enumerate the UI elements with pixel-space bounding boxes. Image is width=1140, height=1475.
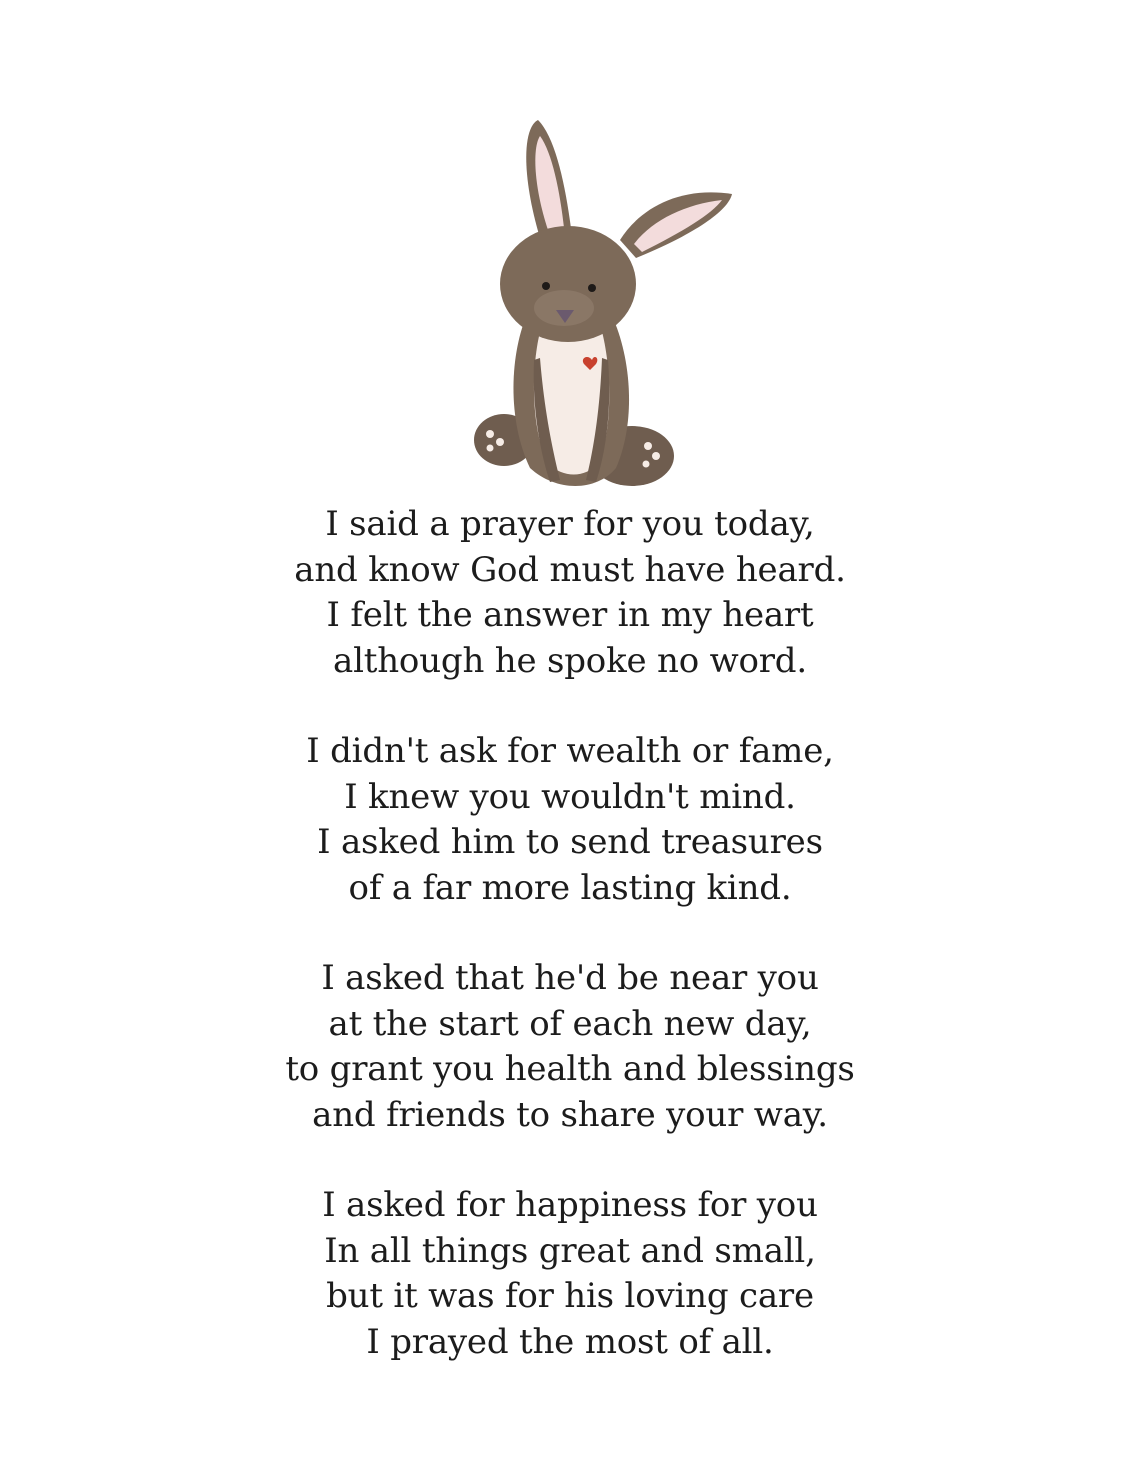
- poem-line: and know God must have heard.: [294, 549, 846, 590]
- poem-line: I said a prayer for you today,: [325, 504, 815, 544]
- poem-line: I asked that he'd be near you: [321, 958, 819, 998]
- stanza-2: [0, 729, 1140, 911]
- stanza-3: [0, 956, 1140, 1138]
- poem-line: I asked him to send treasures: [317, 822, 823, 862]
- poem-line: at the start of each new day,: [328, 1003, 812, 1044]
- poem-line: and friends to share your way.: [312, 1094, 828, 1135]
- stanza-1: [0, 502, 1140, 684]
- bunny-icon: [460, 108, 750, 500]
- poem-line: In all things great and small,: [324, 1230, 816, 1271]
- poem-line: to grant you health and blessings: [285, 1049, 855, 1089]
- poem: [0, 502, 1140, 1410]
- bunny-illustration: [460, 108, 750, 500]
- left-eye: [542, 282, 550, 290]
- poem-line: I didn't ask for wealth or fame,: [306, 731, 834, 771]
- poem-line: of a far more lasting kind.: [348, 867, 792, 908]
- poem-line: I prayed the most of all.: [366, 1321, 774, 1362]
- poem-line: although he spoke no word.: [333, 640, 807, 681]
- poem-line: I asked for happiness for you: [322, 1185, 818, 1225]
- poem-line: I felt the answer in my heart: [326, 595, 814, 635]
- right-eye: [588, 284, 596, 292]
- poem-line: but it was for his loving care: [326, 1276, 814, 1316]
- poem-line: I knew you wouldn't mind.: [344, 776, 796, 817]
- stanza-4: [0, 1183, 1140, 1365]
